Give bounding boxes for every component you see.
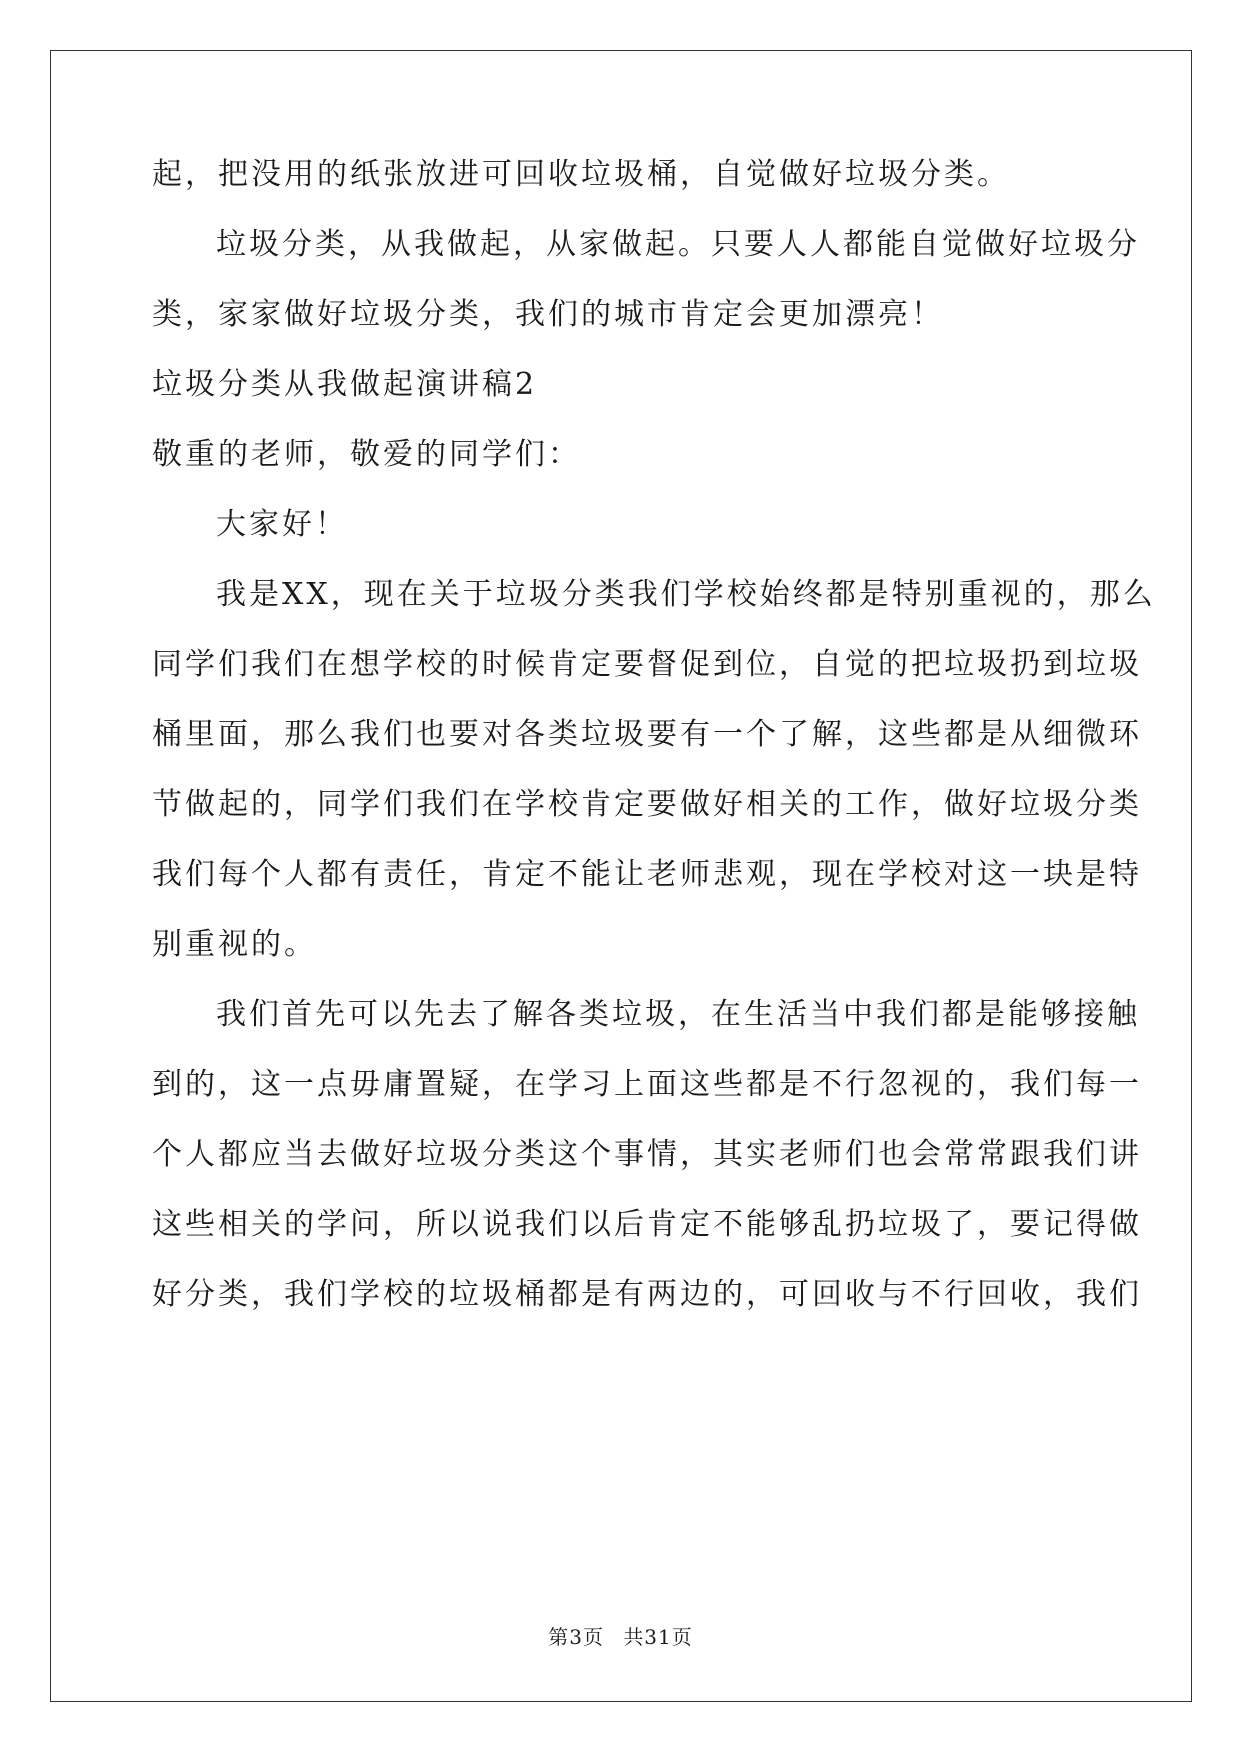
text-line: 垃圾分类，从我做起，从家做起。只要人人都能自觉做好垃圾分 xyxy=(216,227,1140,262)
text-line: 好分类，我们学校的垃圾桶都是有两边的，可回收与不行回收，我们 xyxy=(152,1277,1142,1312)
text-line: 类，家家做好垃圾分类，我们的城市肯定会更加漂亮！ xyxy=(152,297,944,332)
page-total: 共31页 xyxy=(623,1625,693,1649)
text-line: 起，把没用的纸张放进可回收垃圾桶，自觉做好垃圾分类。 xyxy=(152,157,1010,192)
text-line: 我们首先可以先去了解各类垃圾，在生活当中我们都是能够接触 xyxy=(216,997,1140,1032)
text-line: 别重视的。 xyxy=(152,927,317,962)
text-line: 个人都应当去做好垃圾分类这个事情，其实老师们也会常常跟我们讲 xyxy=(152,1137,1142,1172)
text-line: 桶里面，那么我们也要对各类垃圾要有一个了解，这些都是从细微环 xyxy=(152,717,1142,752)
text-line: 我们每个人都有责任，肯定不能让老师悲观，现在学校对这一块是特 xyxy=(152,857,1142,892)
text-line: 到的，这一点毋庸置疑，在学习上面这些都是不行忽视的，我们每一 xyxy=(152,1067,1142,1102)
page-number: 第3页 xyxy=(548,1625,604,1649)
greeting: 大家好！ xyxy=(216,507,348,542)
text-line: 我是XX，现在关于垃圾分类我们学校始终都是特别重视的，那么 xyxy=(216,577,1156,612)
salutation: 敬重的老师，敬爱的同学们： xyxy=(152,437,581,472)
page-footer xyxy=(0,1625,1241,1649)
text-line: 同学们我们在想学校的时候肯定要督促到位，自觉的把垃圾扔到垃圾 xyxy=(152,647,1142,682)
text-line: 节做起的，同学们我们在学校肯定要做好相关的工作，做好垃圾分类 xyxy=(152,787,1142,822)
section-heading: 垃圾分类从我做起演讲稿2 xyxy=(152,367,538,402)
text-line: 这些相关的学问，所以说我们以后肯定不能够乱扔垃圾了，要记得做 xyxy=(152,1207,1142,1242)
